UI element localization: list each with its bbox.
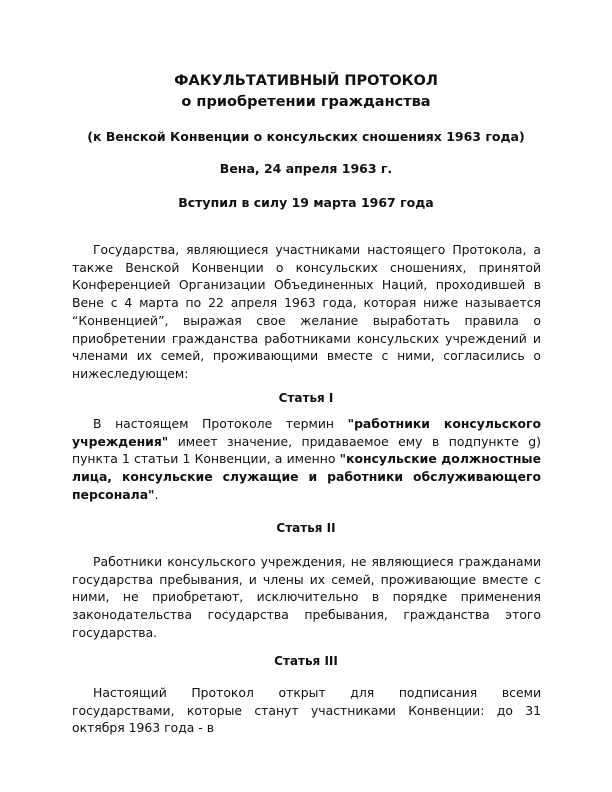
article-1-text-3: . xyxy=(154,486,159,502)
document-title: ФАКУЛЬТАТИВНЫЙ ПРОТОКОЛ xyxy=(174,73,438,89)
article-1-text-1: В настоящем Протоколе термин xyxy=(93,416,348,431)
article-1-paragraph xyxy=(72,415,541,504)
article-2-paragraph: Работники консульского учреждения, не являющиеся гражданами государства пребывания, и члены их семей, проживающие вместе с ними, не приобретают, исключительно в порядке применения законодательства государства пребывания, гражданства этого государства. xyxy=(72,554,541,640)
article-3-heading: Статья III xyxy=(274,654,338,668)
article-1-text-2: имеет значение, придаваемое ему в подпункте g) пункта 1 статьи 1 Конвенции, а именно xyxy=(72,433,541,467)
article-2-heading: Статья II xyxy=(276,521,336,535)
document-subtitle: (к Венской Конвенции о консульских сношениях 1963 года) xyxy=(87,129,525,144)
place-and-date: Вена, 24 апреля 1963 г. xyxy=(219,161,393,176)
document-title-subject: о приобретении гражданства xyxy=(181,94,431,110)
article-1-term-2: "консульские должностные лица, консульские служащие и работники обслуживающего персонала" xyxy=(72,451,541,502)
article-1-term-1: "работники консульского учреждения" xyxy=(72,416,541,449)
preamble-paragraph: Государства, являющиеся участниками настоящего Протокола, а также Венской Конвенции о консульских сношениях, принятой Конференцией Организации Объединенных Наций, проходившей в Вене с 4 марта по 22 апреля 1963 года, которая ниже называется “Конвенцией”, выражая свое желание выработать правила о приобретении гражданства работниками консульских учреждений и членами их семей, проживающими вместе с ними, согласились о нижеследующем: xyxy=(72,242,541,381)
article-1-heading: Статья I xyxy=(278,391,334,405)
article-3-paragraph: Настоящий Протокол открыт для подписания всеми государствами, которые станут участниками Конвенции: до 31 октября 1963 года - в xyxy=(72,685,541,736)
entry-into-force: Вступил в силу 19 марта 1967 года xyxy=(178,195,434,210)
